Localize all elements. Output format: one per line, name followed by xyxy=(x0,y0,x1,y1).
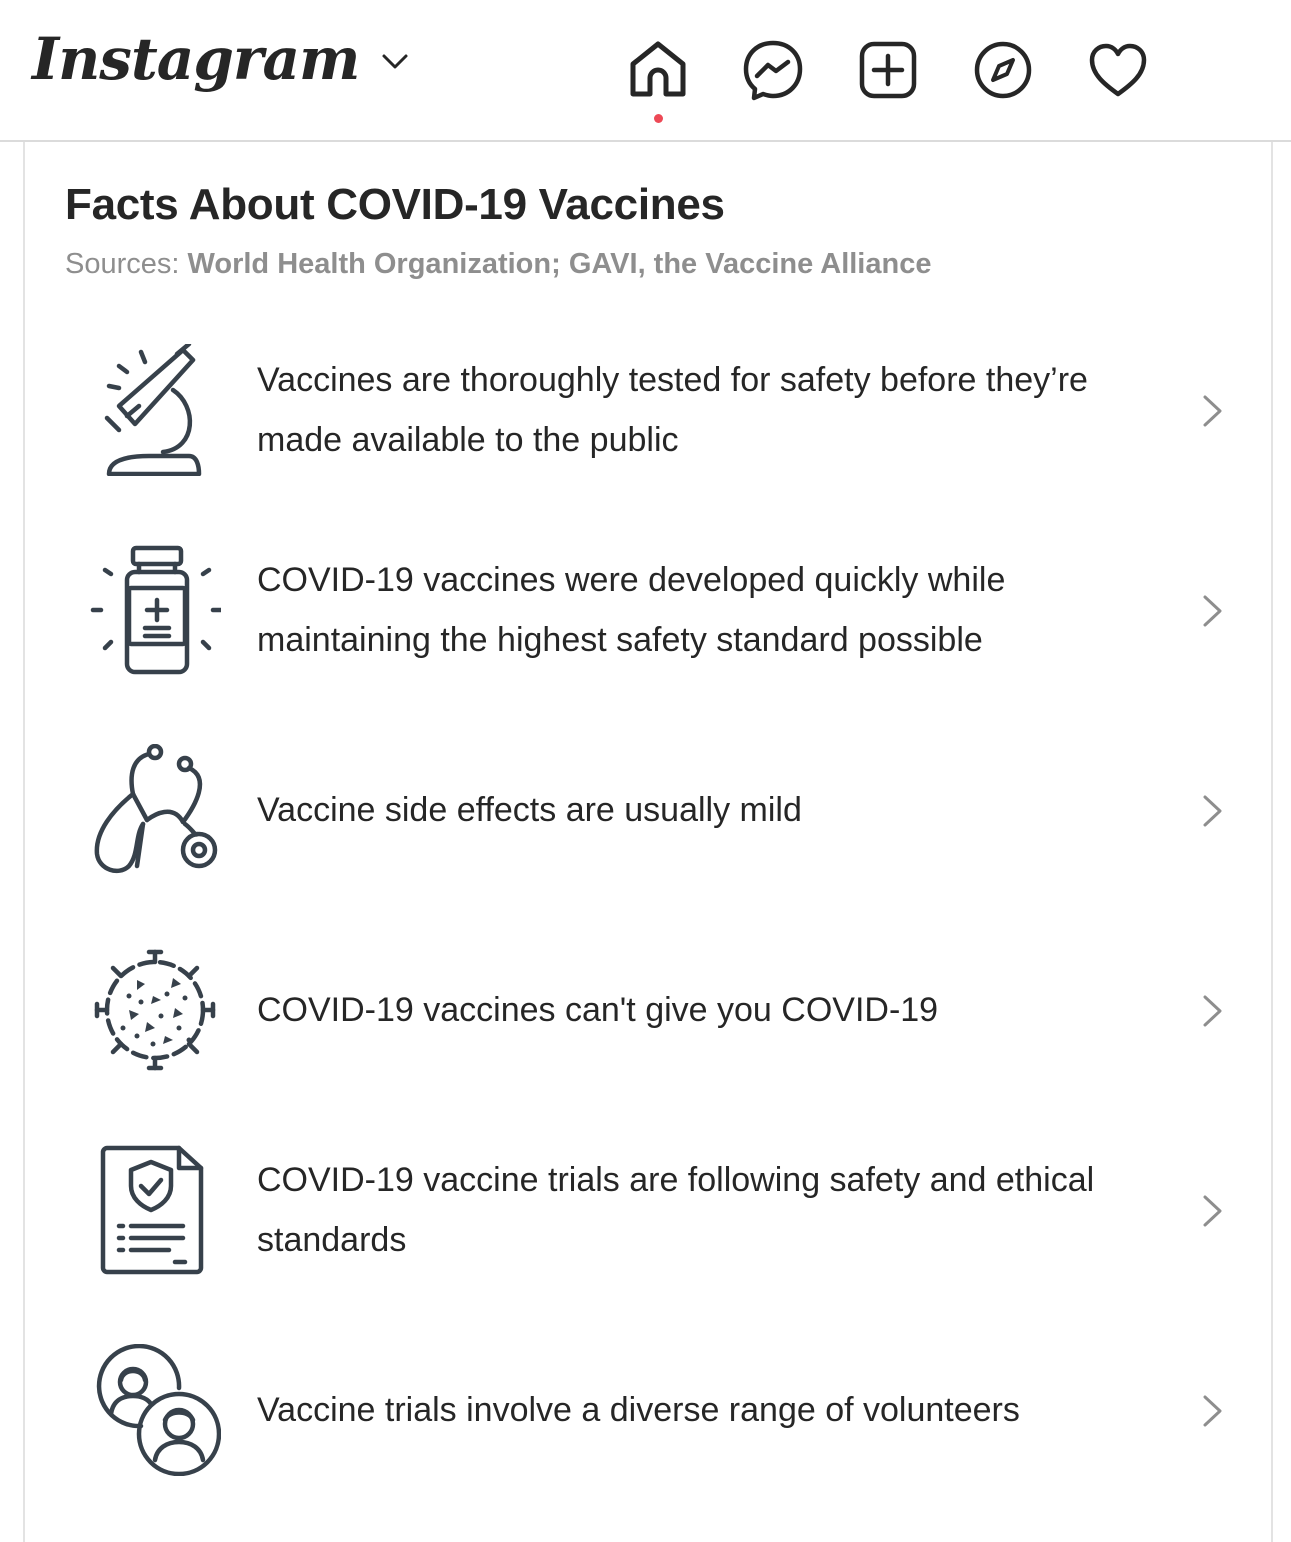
sources-value: World Health Organization; GAVI, the Vaccine Alliance xyxy=(187,248,932,280)
people-icon xyxy=(89,1344,221,1476)
sources-label: Sources: xyxy=(65,248,180,280)
sources-line xyxy=(65,248,931,281)
nav-messenger[interactable] xyxy=(741,38,805,102)
fact-item[interactable] xyxy=(25,910,1271,1110)
fact-text: Vaccine trials involve a diverse range of volunteers xyxy=(257,1391,1020,1429)
virus-icon xyxy=(89,944,221,1076)
nav-new-post[interactable] xyxy=(856,38,920,102)
fact-text: COVID-19 vaccines were developed quickly while maintaining the highest safety standard possible xyxy=(257,561,1006,659)
chevron-right-icon xyxy=(1201,394,1225,428)
main-nav xyxy=(626,38,1201,102)
nav-explore[interactable] xyxy=(971,38,1035,102)
notification-dot xyxy=(654,114,663,123)
fact-item[interactable] xyxy=(25,510,1271,710)
explore-icon xyxy=(971,38,1035,102)
chevron-down-icon xyxy=(381,52,409,72)
new-post-icon xyxy=(856,38,920,102)
nav-activity[interactable] xyxy=(1086,38,1150,102)
fact-list xyxy=(25,310,1271,1510)
fact-item[interactable] xyxy=(25,310,1271,510)
vaccine-vial-icon xyxy=(89,544,221,676)
nav-home[interactable] xyxy=(626,38,690,102)
fact-text: Vaccines are thoroughly tested for safety before they’re made available to the public xyxy=(257,361,1088,459)
instagram-logo: Instagram xyxy=(32,25,360,93)
home-icon xyxy=(626,38,690,102)
fact-item[interactable] xyxy=(25,1310,1271,1510)
fact-text: COVID-19 vaccines can't give you COVID-19 xyxy=(257,991,939,1029)
messenger-icon xyxy=(741,38,805,102)
account-switcher[interactable] xyxy=(32,25,409,93)
stethoscope-icon xyxy=(89,744,221,876)
fact-text: COVID-19 vaccine trials are following safety and ethical standards xyxy=(257,1161,1095,1259)
shield-document-icon xyxy=(89,1144,221,1276)
fact-item[interactable] xyxy=(25,1110,1271,1310)
page-title: Facts About COVID-19 Vaccines xyxy=(65,180,725,229)
chevron-right-icon xyxy=(1201,1394,1225,1428)
chevron-right-icon xyxy=(1201,994,1225,1028)
activity-icon xyxy=(1086,38,1150,102)
chevron-right-icon xyxy=(1201,1194,1225,1228)
vaccine-facts-card xyxy=(23,142,1273,1542)
fact-item[interactable] xyxy=(25,710,1271,910)
chevron-right-icon xyxy=(1201,794,1225,828)
chevron-right-icon xyxy=(1201,594,1225,628)
fact-text: Vaccine side effects are usually mild xyxy=(257,791,802,829)
top-navigation-bar xyxy=(0,0,1291,142)
microscope-icon xyxy=(89,344,221,476)
